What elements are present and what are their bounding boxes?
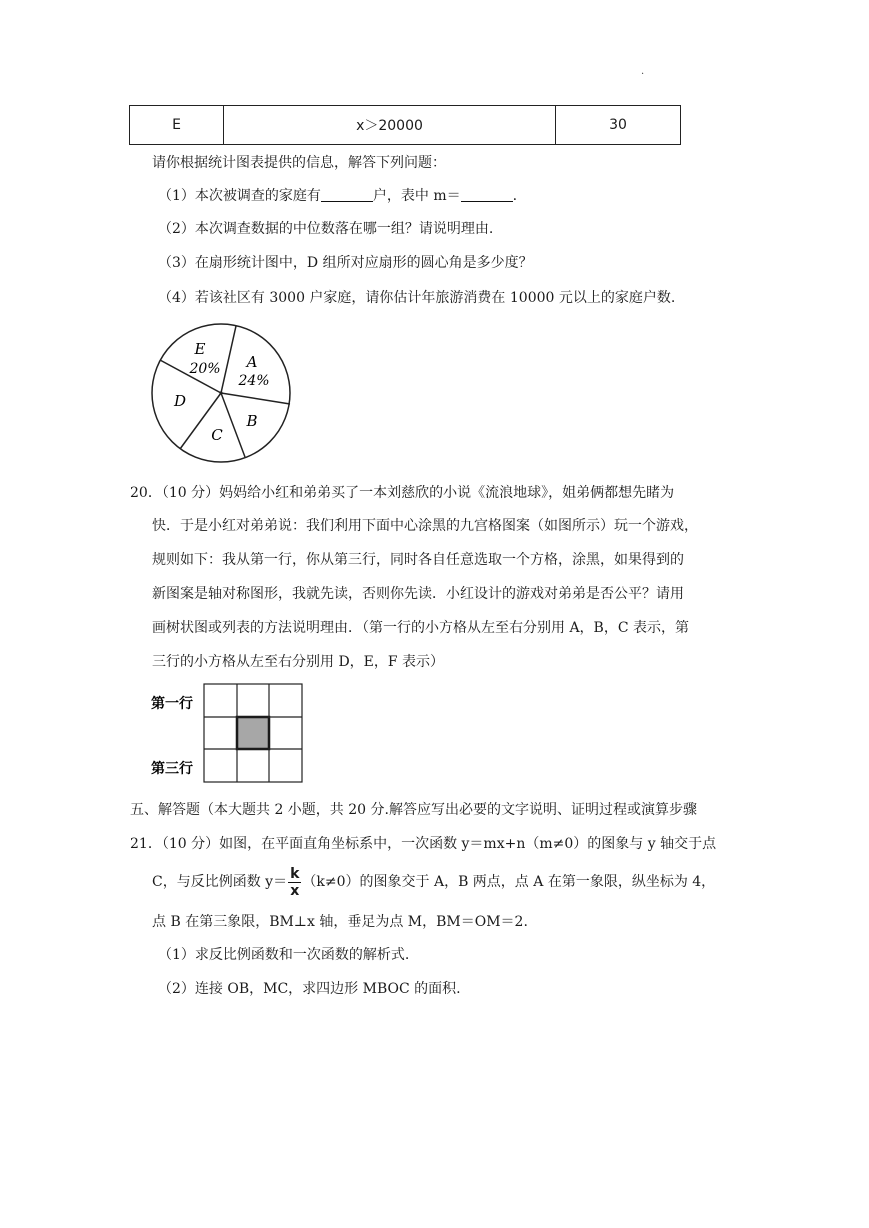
answer-blank-households[interactable] (321, 186, 373, 202)
q19-part3: （3）在扇形统计图中，D 组所对应扇形的圆心角是多少度？ (158, 255, 533, 271)
q19-intro: 请你根据统计图表提供的信息，解答下列问题： (152, 155, 446, 171)
q19-part1 (158, 186, 517, 206)
q19-part4: （4）若该社区有 3000 户家庭，请你估计年旅游消费在 10000 元以上的家庭户数. (158, 290, 676, 306)
q20-line-1: 20．（10 分）妈妈给小红和弟弟买了一本刘慈欣的小说《流浪地球》，姐弟俩都想先睹为 (130, 485, 675, 501)
table-cell-group: E (130, 106, 224, 145)
pie-label-e: E (194, 340, 206, 358)
table-row (130, 106, 681, 145)
pie-slice-divider-b-c (221, 393, 245, 457)
q21-line-1: 21．（10 分）如图，在平面直角坐标系中，一次函数 y＝mx+n（m≠0）的图象与 y 轴交于点 (130, 836, 717, 852)
q21-part2: （2）连接 OB，MC，求四边形 MBOC 的面积. (158, 981, 461, 997)
pie-label-a: A (246, 353, 258, 371)
grid-center-cell (237, 717, 269, 749)
pie-slice-divider-a-b (221, 393, 290, 404)
q19-part1-text-c: . (512, 188, 518, 204)
q20-line-5: 画树状图或列表的方法说明理由．（第一行的小方格从左至右分别用 A，B，C 表示，第 (152, 620, 690, 636)
q20-line-2: 快．于是小红对弟弟说：我们利用下面中心涂黑的九宫格图案（如图所示）玩一个游戏， (152, 518, 698, 534)
pie-center-dot (219, 391, 222, 394)
q19-part1-text-a: （1）本次被调查的家庭有 (158, 188, 321, 204)
q21-line-3: 点 B 在第三象限，BM⊥x 轴，垂足为点 M，BM＝OM＝2. (152, 914, 528, 930)
q19-part1-text-b: 户，表中 m＝ (372, 188, 461, 204)
q21-part1: （1）求反比例函数和一次函数的解析式. (158, 947, 410, 963)
table-cell-count: 30 (556, 106, 681, 145)
pie-label-a-pct: 24% (238, 373, 270, 389)
section-5-heading: 五、解答题（本大题共 2 小题，共 20 分.解答应写出必要的文字说明、证明过程或演算步骤 (130, 802, 697, 818)
q19-part2: （2）本次调查数据的中位数落在哪一组？请说明理由. (158, 221, 494, 237)
pie-label-b: B (246, 412, 258, 430)
pie-label-c: C (211, 426, 223, 444)
grid-label-row3: 第三行 (151, 761, 193, 777)
pie-chart (148, 320, 308, 468)
fraction-denominator: x (290, 882, 300, 899)
pie-label-d: D (173, 392, 187, 410)
q21-line-2-text-a: C，与反比例函数 y＝ (152, 874, 288, 890)
answer-blank-m[interactable] (461, 186, 513, 202)
fraction-k-over-x (288, 866, 301, 899)
q21-line-2-text-b: （k≠0）的图象交于 A，B 两点，点 A 在第一象限，纵坐标为 4， (302, 874, 716, 890)
q20-line-4: 新图案是轴对称图形，我就先读，否则你先读．小红设计的游戏对弟弟是否公平？请用 (152, 586, 684, 602)
table-cell-range: x＞20000 (224, 106, 556, 145)
nine-grid-figure (148, 683, 308, 787)
q20-line-3: 规则如下：我从第一行，你从第三行，同时各自任意选取一个方格，涂黑，如果得到的 (152, 552, 684, 568)
header-dot: . (641, 66, 645, 77)
q20-line-6: 三行的小方格从左至右分别用 D，E，F 表示） (152, 654, 445, 670)
frequency-table (129, 105, 681, 145)
grid-label-row1: 第一行 (151, 696, 193, 712)
pie-label-e-pct: 20% (189, 361, 221, 377)
q21-line-2 (152, 862, 715, 902)
fraction-numerator: k (290, 865, 300, 882)
pie-slice-divider-e-a (221, 326, 236, 393)
